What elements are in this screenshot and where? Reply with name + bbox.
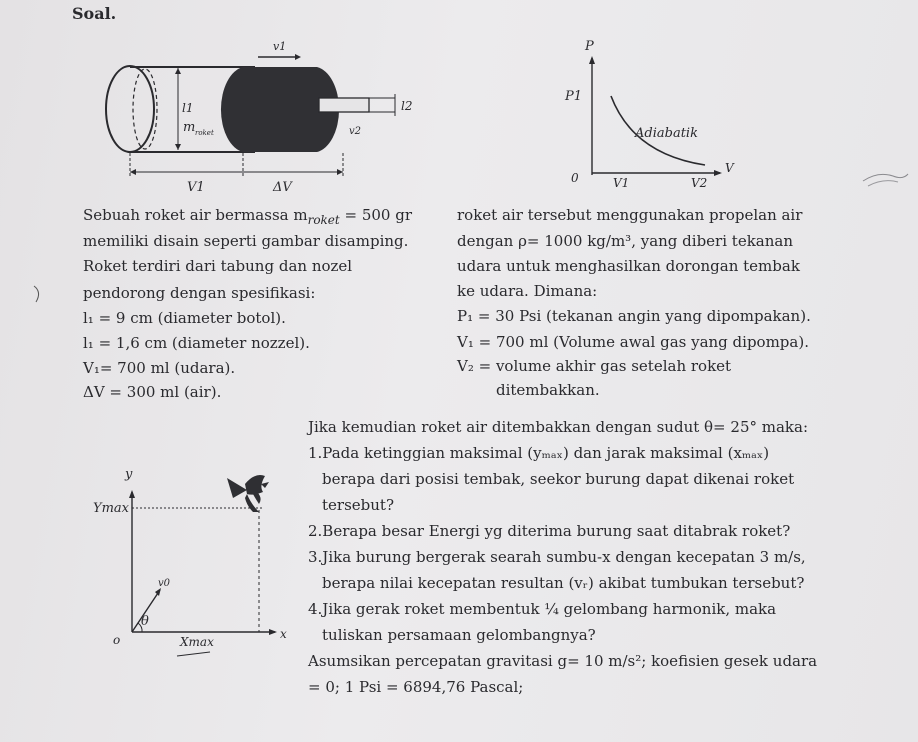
pv-v2-label: V2 bbox=[691, 176, 708, 190]
right-line-1: roket air tersebut menggunakan propelan air bbox=[457, 206, 803, 224]
theta-label: θ bbox=[141, 614, 149, 629]
question-4a: 4.Jika gerak roket membentuk ¼ gelombang harmonik, maka bbox=[308, 600, 777, 618]
axis-p: P bbox=[585, 39, 594, 54]
right-line-5: P₁ = 30 Psi (tekanan angin yang dipompakan). bbox=[457, 307, 811, 325]
rocket-diagram bbox=[95, 38, 435, 198]
question-1b: berapa dari posisi tembak, seekor burung dapat dikenai roket bbox=[322, 470, 795, 488]
question-2: 2.Berapa besar Energi yg diterima burung saat ditabrak roket? bbox=[308, 522, 791, 540]
v1-label: v1 bbox=[273, 40, 287, 53]
right-line-6: V₁ = 700 ml (Volume awal gas yang dipompa). bbox=[457, 333, 809, 351]
right-line-4: ke udara. Dimana: bbox=[457, 282, 598, 300]
left-line-1: Sebuah roket air bermassa $m_{roket} = 500$ gr bbox=[83, 206, 413, 227]
assumption-line-2: = 0; 1 Psi = 6894,76 Pascal; bbox=[308, 678, 524, 696]
margin-mark bbox=[30, 282, 50, 306]
left-line-4: pendorong dengan spesifikasi: bbox=[83, 284, 316, 302]
axis-v: V bbox=[725, 161, 734, 175]
left-line-5: l₁ = 9 cm (diameter botol). bbox=[83, 309, 286, 327]
v2-label: v2 bbox=[349, 126, 362, 137]
question-4b: tuliskan persamaan gelombangnya? bbox=[322, 626, 596, 644]
m-roket-sub: roket bbox=[195, 129, 214, 137]
l1-label: l1 bbox=[182, 101, 194, 115]
axis-x: x bbox=[280, 627, 287, 641]
dV-label: ΔV bbox=[273, 180, 292, 195]
v0-label: v0 bbox=[158, 578, 171, 589]
question-3a: 3.Jika burung bergerak searah sumbu-x dengan kecepatan 3 m/s, bbox=[308, 548, 806, 566]
l2-label: l2 bbox=[401, 99, 413, 113]
question-1a: 1.Pada ketinggian maksimal (yₘₐₓ) dan jarak maksimal (xₘₐₓ) bbox=[308, 444, 770, 462]
m-roket-label: m bbox=[183, 120, 196, 135]
left-line-7: V₁= 700 ml (udara). bbox=[83, 359, 236, 377]
nozzle bbox=[319, 98, 369, 112]
origin-o: o bbox=[113, 633, 121, 647]
right-line-2: dengan ρ= 1000 kg/m³, yang diberi tekanan bbox=[457, 232, 793, 250]
left-line-8: ΔV = 300 ml (air). bbox=[83, 383, 222, 401]
margin-scribble bbox=[858, 166, 913, 191]
axis-y: y bbox=[125, 467, 133, 482]
right-line-3: udara untuk menghasilkan dorongan tembak bbox=[457, 257, 800, 275]
right-line-8: ditembakkan. bbox=[496, 381, 600, 399]
trajectory-diagram bbox=[85, 460, 300, 665]
curve-label: Adiabatik bbox=[635, 126, 698, 141]
p1-label: P1 bbox=[565, 89, 583, 104]
question-3b: berapa nilai kecepatan resultan (vᵣ) akibat tumbukan tersebut? bbox=[322, 574, 805, 592]
left-line-3: Roket terdiri dari tabung dan nozel bbox=[83, 257, 353, 275]
left-line-2: memiliki disain seperti gambar disamping. bbox=[83, 232, 409, 250]
question-1c: tersebut? bbox=[322, 496, 394, 514]
right-line-7: V₂ = volume akhir gas setelah roket bbox=[457, 357, 732, 375]
bird-icon bbox=[227, 475, 269, 512]
pv-diagram bbox=[555, 30, 755, 195]
xmax-label: Xmax bbox=[180, 635, 214, 649]
assumption-line-1: Asumsikan percepatan gravitasi g= 10 m/s²; koefisien gesek udara bbox=[308, 652, 818, 670]
page-title: Soal. bbox=[72, 4, 117, 23]
origin-label: 0 bbox=[571, 171, 579, 185]
left-line-6: l₁ = 1,6 cm (diameter nozzel). bbox=[83, 334, 310, 352]
ymax-label: Ymax bbox=[93, 501, 129, 516]
question-intro: Jika kemudian roket air ditembakkan dengan sudut θ= 25° maka: bbox=[308, 418, 809, 436]
pv-v1-label: V1 bbox=[613, 176, 630, 190]
V1-label: V1 bbox=[187, 180, 205, 195]
